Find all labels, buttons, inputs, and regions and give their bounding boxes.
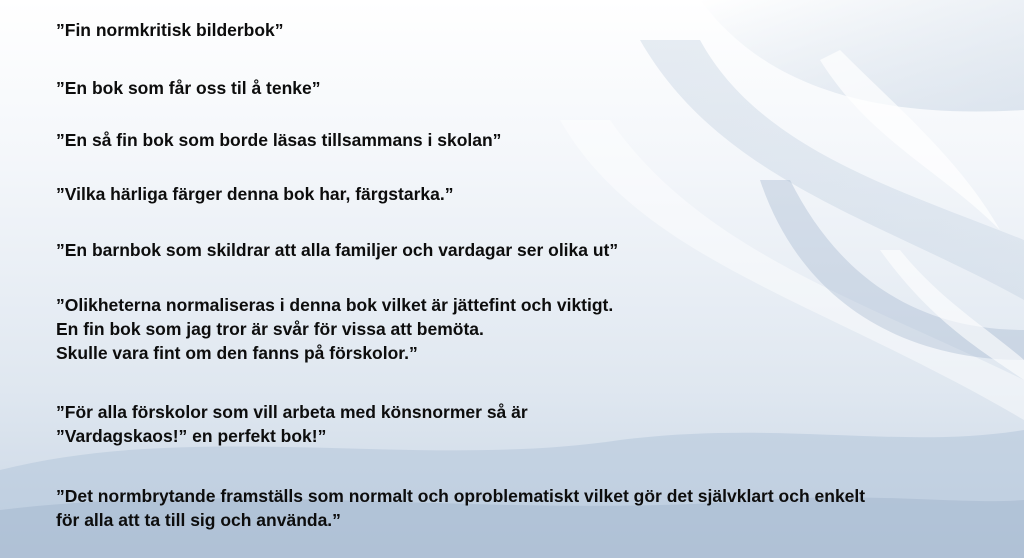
quote-7 (56, 400, 528, 448)
quote-line: En fin bok som jag tror är svår för vissa att bemöta. (56, 319, 484, 339)
quote-4 (56, 182, 453, 206)
quote-1 (56, 18, 284, 42)
quote-line: ”En bok som får oss til å tenke” (56, 78, 321, 98)
quote-8 (56, 484, 865, 532)
quote-5 (56, 238, 618, 262)
quote-line: ”Vardagskaos!” en perfekt bok!” (56, 426, 327, 446)
quote-line: ”Fin normkritisk bilderbok” (56, 20, 284, 40)
quote-line: ”Olikheterna normaliseras i denna bok vilket är jättefint och viktigt. (56, 295, 614, 315)
quote-line: Skulle vara fint om den fanns på förskolor.” (56, 343, 418, 363)
quote-line: ”Det normbrytande framställs som normalt och oproblematiskt vilket gör det självklart och enkelt (56, 486, 866, 506)
quote-line: ”En så fin bok som borde läsas tillsammans i skolan” (56, 130, 502, 150)
quote-3 (56, 128, 501, 152)
quote-line: för alla att ta till sig och använda.” (56, 510, 341, 530)
quote-line: ”För alla förskolor som vill arbeta med könsnormer så är (56, 402, 528, 422)
quote-2 (56, 76, 321, 100)
quote-line: ”En barnbok som skildrar att alla familjer och vardagar ser olika ut” (56, 240, 619, 260)
quote-line: ”Vilka härliga färger denna bok har, färgstarka.” (56, 184, 454, 204)
quote-6 (56, 293, 613, 365)
